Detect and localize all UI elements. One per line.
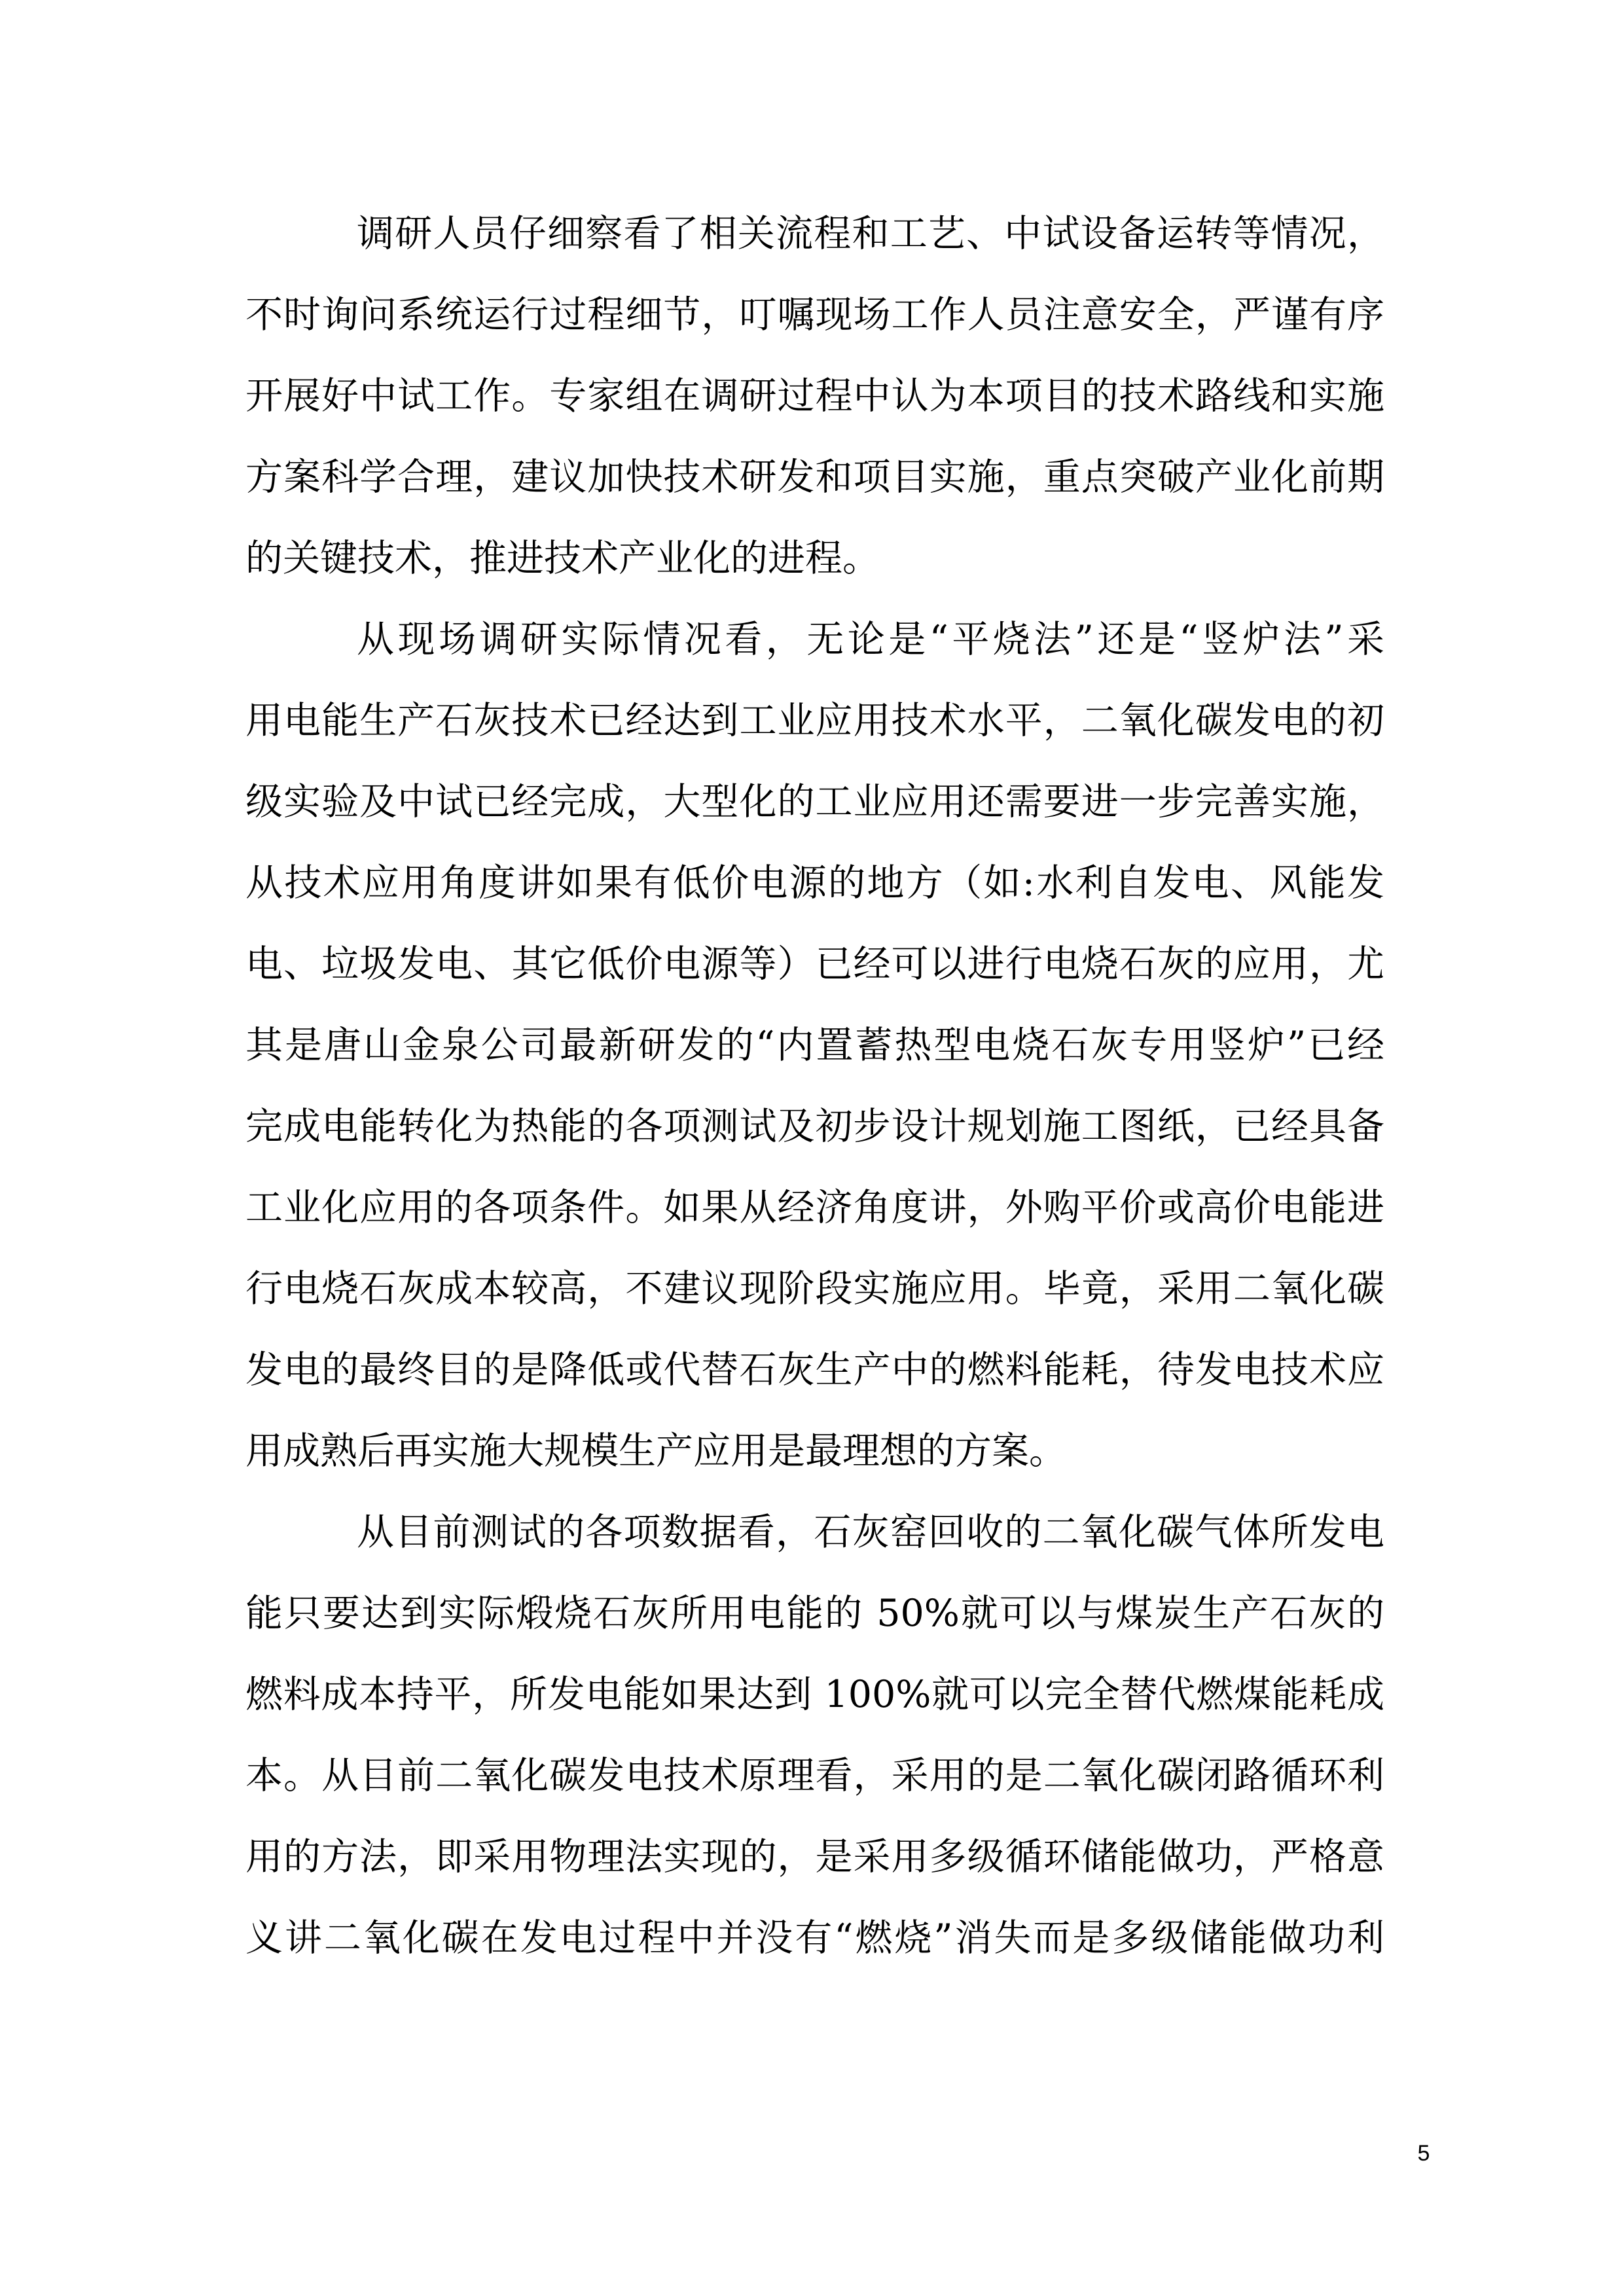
paragraph-line: 用成熟后再实施大规模生产应用是最理想的方案。	[245, 1429, 1066, 1473]
paragraph-line: 其是唐山金泉公司最新研发的“内置蓄热型电烧石灰专用竖炉”已经	[245, 1024, 1384, 1067]
paragraph-line: 电、垃圾发电、其它低价电源等）已经可以进行电烧石灰的应用，尤	[245, 942, 1384, 986]
paragraph-line: 能只要达到实际煅烧石灰所用电能的 50%就可以与煤炭生产石灰的	[245, 1592, 1384, 1635]
paragraph-line: 从现场调研实际情况看，无论是“平烧法”还是“竖炉法”采	[357, 618, 1384, 661]
paragraph-line: 完成电能转化为热能的各项测试及初步设计规划施工图纸，已经具备	[245, 1105, 1384, 1148]
paragraph-line: 方案科学合理，建议加快技术研发和项目实施，重点突破产业化前期	[245, 456, 1384, 499]
paragraph-line: 本。从目前二氧化碳发电技术原理看，采用的是二氧化碳闭路循环利	[245, 1754, 1384, 1797]
paragraph-line: 级实验及中试已经完成，大型化的工业应用还需要进一步完善实施，	[245, 780, 1384, 823]
paragraph-line: 用电能生产石灰技术已经达到工业应用技术水平，二氧化碳发电的初	[245, 699, 1384, 742]
paragraph-line: 从技术应用角度讲如果有低价电源的地方（如:水利自发电、风能发	[245, 861, 1384, 905]
paragraph-line: 的关键技术，推进技术产业化的进程。	[245, 537, 880, 580]
paragraph-line: 燃料成本持平，所发电能如果达到 100%就可以完全替代燃煤能耗成	[245, 1673, 1384, 1716]
paragraph-line: 调研人员仔细察看了相关流程和工艺、中试设备运转等情况，	[357, 212, 1384, 255]
paragraph-line: 不时询问系统运行过程细节，叮嘱现场工作人员注意安全，严谨有序	[245, 293, 1384, 336]
paragraph-line: 用的方法，即采用物理法实现的，是采用多级循环储能做功，严格意	[245, 1835, 1384, 1878]
page-number: 5	[1417, 2141, 1430, 2166]
paragraph-line: 发电的最终目的是降低或代替石灰生产中的燃料能耗，待发电技术应	[245, 1348, 1384, 1391]
paragraph-line: 开展好中试工作。专家组在调研过程中认为本项目的技术路线和实施	[245, 374, 1384, 418]
paragraph-line: 工业化应用的各项条件。如果从经济角度讲，外购平价或高价电能进	[245, 1186, 1384, 1229]
paragraph-line: 行电烧石灰成本较高，不建议现阶段实施应用。毕竟，采用二氧化碳	[245, 1267, 1384, 1310]
paragraph-line: 从目前测试的各项数据看，石灰窑回收的二氧化碳气体所发电	[357, 1511, 1384, 1554]
paragraph-line: 义讲二氧化碳在发电过程中并没有“燃烧”消失而是多级储能做功利	[245, 1916, 1384, 1960]
